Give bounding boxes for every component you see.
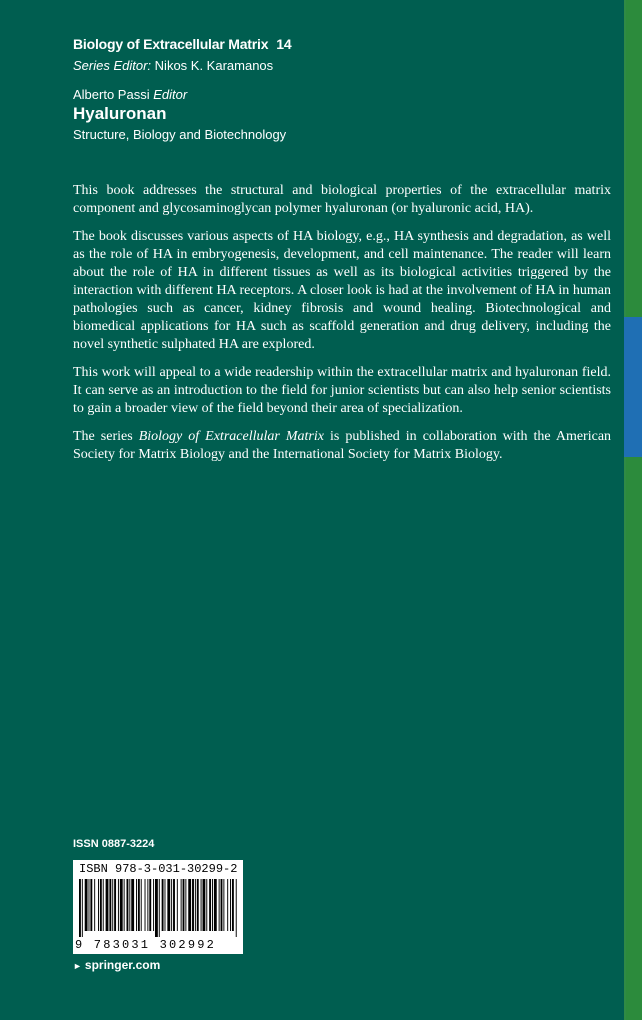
barcode-bar bbox=[94, 879, 95, 931]
publisher-website-text: springer.com bbox=[84, 958, 161, 972]
barcode-bar bbox=[201, 879, 202, 931]
barcode-bar bbox=[209, 879, 211, 931]
barcode-bar bbox=[197, 879, 199, 931]
cover-header bbox=[73, 36, 291, 142]
arrow-right-icon: ► bbox=[73, 961, 82, 971]
barcode-bar bbox=[162, 879, 164, 931]
blurb-paragraph-1: This book addresses the structural and biological properties of the extracellular matrix component and glycosaminoglycan polymer hyaluronan (or hyaluronic acid, HA). bbox=[73, 183, 611, 216]
barcode-box bbox=[73, 860, 243, 954]
barcode-bar bbox=[185, 879, 186, 931]
barcode-bar bbox=[118, 879, 119, 931]
barcode-bar bbox=[167, 879, 170, 931]
barcode-bar bbox=[155, 879, 158, 937]
barcode-bar bbox=[109, 879, 111, 931]
barcode-bar bbox=[183, 879, 185, 931]
barcode-bar bbox=[129, 879, 130, 931]
series-title: Biology of Extracellular Matrix bbox=[73, 36, 269, 52]
series-sentence-suffix: is published in collaboration with the American Society for Matrix Biology and the International Society for Matrix Biology. bbox=[73, 429, 612, 462]
barcode-bar bbox=[214, 879, 217, 931]
barcode-bar bbox=[223, 879, 224, 931]
series-sentence-title: Biology of Extracellular Matrix bbox=[138, 429, 324, 444]
book-subtitle: Structure, Biology and Biotechnology bbox=[73, 127, 287, 142]
barcode-bar bbox=[206, 879, 207, 931]
barcode-bar bbox=[136, 879, 137, 931]
series-number: 14 bbox=[276, 36, 292, 52]
book-title: Hyaluronan bbox=[73, 104, 167, 123]
barcode-bar bbox=[114, 879, 116, 931]
barcode-bar bbox=[112, 879, 113, 931]
barcode-bar bbox=[227, 879, 228, 931]
series-sentence-prefix: The series bbox=[73, 429, 133, 444]
spine-edge-blue bbox=[624, 317, 642, 457]
barcode-bar bbox=[181, 879, 182, 931]
blurb bbox=[73, 182, 611, 474]
isbn-number: ISBN 978-3-031-30299-2 bbox=[79, 862, 238, 876]
barcode-bar bbox=[100, 879, 102, 931]
spine-edge-green bbox=[624, 0, 642, 1020]
barcode-bar bbox=[159, 879, 160, 937]
barcode-bar bbox=[141, 879, 142, 931]
barcode-bar bbox=[127, 879, 129, 931]
barcode-bar bbox=[195, 879, 196, 931]
barcode-bar bbox=[90, 879, 92, 931]
barcode-bar bbox=[192, 879, 194, 931]
barcode-bar bbox=[79, 879, 81, 937]
barcode-icon bbox=[79, 879, 237, 937]
barcode-bar bbox=[131, 879, 134, 931]
barcode-bar bbox=[219, 879, 220, 931]
barcode-bar bbox=[177, 879, 178, 931]
editor-name: Alberto Passi bbox=[73, 87, 150, 102]
series-line bbox=[73, 36, 291, 52]
barcode-bar bbox=[85, 879, 88, 931]
barcode-bar bbox=[89, 879, 90, 931]
barcode-bar bbox=[230, 879, 231, 931]
issn-number: ISSN 0887-3224 bbox=[73, 838, 155, 850]
series-editor-label: Series Editor: bbox=[73, 58, 152, 73]
series-editor-name: Nikos K. Karamanos bbox=[154, 58, 274, 73]
barcode-bar bbox=[98, 879, 99, 931]
barcode-bar bbox=[153, 879, 154, 931]
barcode-bar bbox=[138, 879, 140, 931]
blurb-paragraph-4 bbox=[73, 428, 611, 464]
barcode-bar bbox=[103, 879, 104, 931]
series-editor-line bbox=[73, 58, 291, 73]
barcode-bar bbox=[232, 879, 234, 931]
blurb-paragraph-2: The book discusses various aspects of HA biology, e.g., HA synthesis and degradation, as well as the role of HA in embryogenesis, development, and cell maintenance. The reader will learn about the role of HA in different tissues as well as its biological activities triggered by the interaction with different HA receptors. A closer look is had at the involvement of HA in human pathologies such as cancer, kidney fibrosis and wound healing. Biotechnological and biomedical applications for HA such as scaffold generation and drug delivery, including the novel synthetic sulphated HA are explored. bbox=[73, 229, 611, 352]
barcode-bar bbox=[145, 879, 146, 931]
barcode-bar bbox=[82, 879, 83, 937]
barcode-bar bbox=[124, 879, 125, 931]
editor-line bbox=[73, 87, 291, 102]
barcode-bar bbox=[106, 879, 109, 931]
barcode-bar bbox=[188, 879, 191, 931]
barcode-bar bbox=[171, 879, 172, 931]
barcode-bar bbox=[212, 879, 213, 931]
barcode-digits: 9 783031 302992 bbox=[75, 938, 217, 952]
barcode-bar bbox=[147, 879, 148, 931]
barcode-bar bbox=[221, 879, 223, 931]
barcode-bar bbox=[173, 879, 175, 931]
barcode-bar bbox=[120, 879, 123, 931]
publisher-website[interactable] bbox=[73, 958, 160, 972]
barcode-bar bbox=[165, 879, 166, 931]
barcode-bar bbox=[149, 879, 151, 931]
editor-label: Editor bbox=[153, 87, 188, 102]
barcode-bar bbox=[236, 879, 237, 937]
barcode-bar bbox=[203, 879, 206, 931]
blurb-paragraph-3: This work will appeal to a wide readership within the extracellular matrix and hyaluronan field. It can serve as an introduction to the field for junior scientists but can also help senior scientists to gain a broader view of the field beyond their area of specialization. bbox=[73, 365, 611, 416]
